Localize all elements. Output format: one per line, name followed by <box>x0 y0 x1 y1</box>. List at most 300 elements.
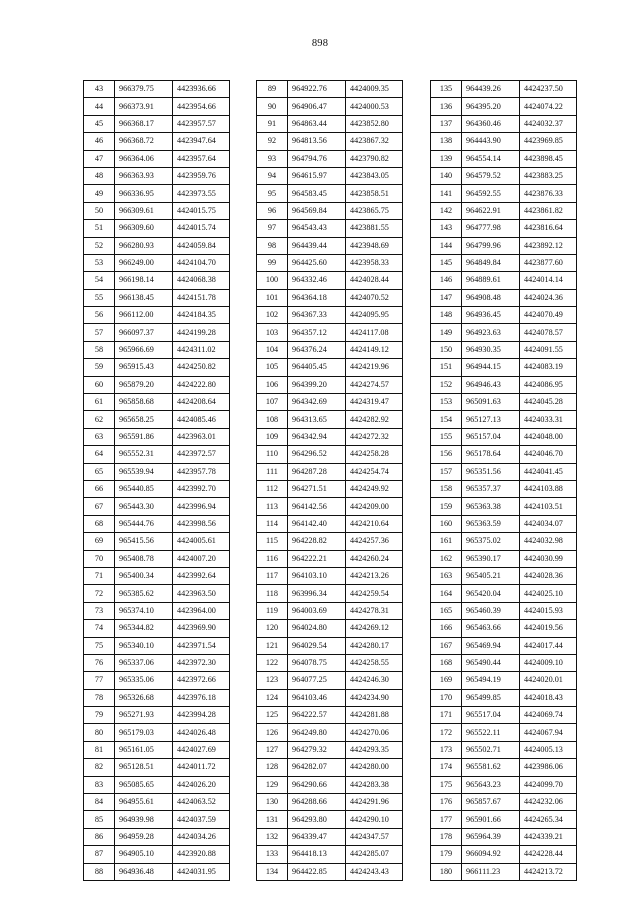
y-coordinate-cell: 4424009.10 <box>520 654 577 671</box>
x-coordinate-cell: 964103.10 <box>288 567 346 584</box>
point-number-cell: 74 <box>84 620 115 637</box>
table-row <box>84 759 230 776</box>
table-row <box>257 620 403 637</box>
x-coordinate-cell: 964936.45 <box>462 307 520 324</box>
x-coordinate-cell: 964930.35 <box>462 341 520 358</box>
table-row <box>84 81 230 98</box>
point-number-cell: 46 <box>84 133 115 150</box>
point-number-cell: 177 <box>431 811 462 828</box>
point-number-cell: 151 <box>431 359 462 376</box>
y-coordinate-cell: 4424339.21 <box>520 828 577 845</box>
table-row <box>431 828 577 845</box>
x-coordinate-cell: 965179.03 <box>115 724 173 741</box>
point-number-cell: 174 <box>431 759 462 776</box>
y-coordinate-cell: 4424278.31 <box>346 602 403 619</box>
x-coordinate-cell: 965879.20 <box>115 376 173 393</box>
table-row <box>84 359 230 376</box>
y-coordinate-cell: 4424249.92 <box>346 480 403 497</box>
x-coordinate-cell: 964863.44 <box>288 115 346 132</box>
y-coordinate-cell: 4424213.72 <box>520 863 577 880</box>
x-coordinate-cell: 965415.56 <box>115 533 173 550</box>
table-row <box>84 828 230 845</box>
x-coordinate-cell: 965463.66 <box>462 620 520 637</box>
table-row <box>257 567 403 584</box>
point-number-cell: 126 <box>257 724 288 741</box>
point-number-cell: 134 <box>257 863 288 880</box>
y-coordinate-cell: 4424086.95 <box>520 376 577 393</box>
x-coordinate-cell: 966111.23 <box>462 863 520 880</box>
table-row <box>84 533 230 550</box>
y-coordinate-cell: 4424059.84 <box>173 237 230 254</box>
table-row <box>257 115 403 132</box>
point-number-cell: 88 <box>84 863 115 880</box>
y-coordinate-cell: 4424017.44 <box>520 637 577 654</box>
y-coordinate-cell: 4424026.20 <box>173 776 230 793</box>
x-coordinate-cell: 965444.76 <box>115 515 173 532</box>
coordinate-table-1 <box>83 80 230 881</box>
point-number-cell: 130 <box>257 794 288 811</box>
y-coordinate-cell: 4424046.70 <box>520 446 577 463</box>
table-row <box>257 515 403 532</box>
y-coordinate-cell: 4424099.70 <box>520 776 577 793</box>
table-row <box>257 602 403 619</box>
point-number-cell: 97 <box>257 220 288 237</box>
x-coordinate-cell: 965552.31 <box>115 446 173 463</box>
table-row <box>431 289 577 306</box>
point-number-cell: 141 <box>431 185 462 202</box>
x-coordinate-cell: 964777.98 <box>462 220 520 237</box>
x-coordinate-cell: 965085.65 <box>115 776 173 793</box>
point-number-cell: 93 <box>257 150 288 167</box>
x-coordinate-cell: 964332.46 <box>288 272 346 289</box>
table-row <box>431 480 577 497</box>
point-number-cell: 48 <box>84 167 115 184</box>
y-coordinate-cell: 4424009.35 <box>346 81 403 98</box>
table-row <box>257 394 403 411</box>
y-coordinate-cell: 4424232.06 <box>520 794 577 811</box>
y-coordinate-cell: 4424246.30 <box>346 672 403 689</box>
x-coordinate-cell: 964339.47 <box>288 828 346 845</box>
y-coordinate-cell: 4423963.50 <box>173 585 230 602</box>
y-coordinate-cell: 4424149.12 <box>346 341 403 358</box>
point-number-cell: 137 <box>431 115 462 132</box>
x-coordinate-cell: 964288.66 <box>288 794 346 811</box>
table-row <box>257 341 403 358</box>
point-number-cell: 128 <box>257 759 288 776</box>
point-number-cell: 73 <box>84 602 115 619</box>
table-row <box>84 689 230 706</box>
y-coordinate-cell: 4423973.55 <box>173 185 230 202</box>
y-coordinate-cell: 4423998.56 <box>173 515 230 532</box>
x-coordinate-cell: 965966.69 <box>115 341 173 358</box>
table-row <box>257 446 403 463</box>
y-coordinate-cell: 4424210.64 <box>346 515 403 532</box>
x-coordinate-cell: 964364.18 <box>288 289 346 306</box>
point-number-cell: 149 <box>431 324 462 341</box>
y-coordinate-cell: 4424272.32 <box>346 428 403 445</box>
x-coordinate-cell: 965385.62 <box>115 585 173 602</box>
y-coordinate-cell: 4423947.64 <box>173 133 230 150</box>
y-coordinate-cell: 4423957.78 <box>173 463 230 480</box>
point-number-cell: 75 <box>84 637 115 654</box>
table-row <box>257 272 403 289</box>
y-coordinate-cell: 4424237.50 <box>520 81 577 98</box>
x-coordinate-cell: 964418.13 <box>288 846 346 863</box>
x-coordinate-cell: 964313.65 <box>288 411 346 428</box>
y-coordinate-cell: 4424281.88 <box>346 707 403 724</box>
point-number-cell: 62 <box>84 411 115 428</box>
x-coordinate-cell: 964794.76 <box>288 150 346 167</box>
point-number-cell: 56 <box>84 307 115 324</box>
x-coordinate-cell: 964592.55 <box>462 185 520 202</box>
table-row <box>431 602 577 619</box>
x-coordinate-cell: 965390.17 <box>462 550 520 567</box>
point-number-cell: 47 <box>84 150 115 167</box>
x-coordinate-cell: 965405.21 <box>462 567 520 584</box>
table-row <box>431 376 577 393</box>
table-row <box>257 237 403 254</box>
x-coordinate-cell: 964849.84 <box>462 254 520 271</box>
point-number-cell: 162 <box>431 550 462 567</box>
table-row <box>431 202 577 219</box>
x-coordinate-cell: 964439.26 <box>462 81 520 98</box>
y-coordinate-cell: 4424258.55 <box>346 654 403 671</box>
point-number-cell: 85 <box>84 811 115 828</box>
point-number-cell: 169 <box>431 672 462 689</box>
y-coordinate-cell: 4424026.48 <box>173 724 230 741</box>
x-coordinate-cell: 965178.64 <box>462 446 520 463</box>
x-coordinate-cell: 964103.46 <box>288 689 346 706</box>
x-coordinate-cell: 966097.37 <box>115 324 173 341</box>
x-coordinate-cell: 965591.86 <box>115 428 173 445</box>
point-number-cell: 135 <box>431 81 462 98</box>
table-row <box>84 254 230 271</box>
x-coordinate-cell: 965335.06 <box>115 672 173 689</box>
table-row <box>257 376 403 393</box>
point-number-cell: 150 <box>431 341 462 358</box>
x-coordinate-cell: 964222.21 <box>288 550 346 567</box>
table-row <box>257 202 403 219</box>
point-number-cell: 71 <box>84 567 115 584</box>
table-row <box>257 359 403 376</box>
x-coordinate-cell: 965443.30 <box>115 498 173 515</box>
point-number-cell: 109 <box>257 428 288 445</box>
point-number-cell: 119 <box>257 602 288 619</box>
table-row <box>431 533 577 550</box>
y-coordinate-cell: 4423936.66 <box>173 81 230 98</box>
y-coordinate-cell: 4424018.43 <box>520 689 577 706</box>
x-coordinate-cell: 965344.82 <box>115 620 173 637</box>
point-number-cell: 178 <box>431 828 462 845</box>
point-number-cell: 122 <box>257 654 288 671</box>
x-coordinate-cell: 964889.61 <box>462 272 520 289</box>
point-number-cell: 89 <box>257 81 288 98</box>
y-coordinate-cell: 4423971.54 <box>173 637 230 654</box>
x-coordinate-cell: 965161.05 <box>115 741 173 758</box>
x-coordinate-cell: 964078.75 <box>288 654 346 671</box>
point-number-cell: 90 <box>257 98 288 115</box>
table-row <box>84 394 230 411</box>
table-row <box>431 585 577 602</box>
table-row <box>257 185 403 202</box>
y-coordinate-cell: 4424078.57 <box>520 324 577 341</box>
table-row <box>84 672 230 689</box>
point-number-cell: 110 <box>257 446 288 463</box>
x-coordinate-cell: 964296.52 <box>288 446 346 463</box>
table-row <box>257 324 403 341</box>
table-row <box>257 776 403 793</box>
x-coordinate-cell: 965363.59 <box>462 515 520 532</box>
x-coordinate-cell: 966379.75 <box>115 81 173 98</box>
y-coordinate-cell: 4424254.74 <box>346 463 403 480</box>
y-coordinate-cell: 4423994.28 <box>173 707 230 724</box>
point-number-cell: 45 <box>84 115 115 132</box>
y-coordinate-cell: 4424311.02 <box>173 341 230 358</box>
point-number-cell: 58 <box>84 341 115 358</box>
table-row <box>431 446 577 463</box>
table-row <box>84 167 230 184</box>
x-coordinate-cell: 965337.06 <box>115 654 173 671</box>
point-number-cell: 87 <box>84 846 115 863</box>
point-number-cell: 112 <box>257 480 288 497</box>
table-row <box>84 846 230 863</box>
y-coordinate-cell: 4423898.45 <box>520 150 577 167</box>
y-coordinate-cell: 4423969.90 <box>173 620 230 637</box>
table-row <box>257 150 403 167</box>
y-coordinate-cell: 4424000.53 <box>346 98 403 115</box>
table-row <box>257 637 403 654</box>
table-row <box>257 828 403 845</box>
point-number-cell: 64 <box>84 446 115 463</box>
table-row <box>431 185 577 202</box>
table-row <box>257 863 403 880</box>
table-row <box>431 220 577 237</box>
y-coordinate-cell: 4424213.26 <box>346 567 403 584</box>
table-row <box>257 81 403 98</box>
table-row <box>431 550 577 567</box>
x-coordinate-cell: 965494.19 <box>462 672 520 689</box>
point-number-cell: 59 <box>84 359 115 376</box>
x-coordinate-cell: 964222.57 <box>288 707 346 724</box>
table-row <box>84 498 230 515</box>
table-row <box>431 411 577 428</box>
table-row <box>257 689 403 706</box>
point-number-cell: 153 <box>431 394 462 411</box>
point-number-cell: 65 <box>84 463 115 480</box>
y-coordinate-cell: 4424032.98 <box>520 533 577 550</box>
x-coordinate-cell: 964228.82 <box>288 533 346 550</box>
y-coordinate-cell: 4423959.76 <box>173 167 230 184</box>
x-coordinate-cell: 964955.61 <box>115 794 173 811</box>
y-coordinate-cell: 4423790.82 <box>346 150 403 167</box>
x-coordinate-cell: 963996.34 <box>288 585 346 602</box>
x-coordinate-cell: 964439.44 <box>288 237 346 254</box>
x-coordinate-cell: 964554.14 <box>462 150 520 167</box>
x-coordinate-cell: 964425.60 <box>288 254 346 271</box>
x-coordinate-cell: 964249.80 <box>288 724 346 741</box>
point-number-cell: 70 <box>84 550 115 567</box>
point-number-cell: 168 <box>431 654 462 671</box>
x-coordinate-cell: 966368.17 <box>115 115 173 132</box>
y-coordinate-cell: 4423976.18 <box>173 689 230 706</box>
y-coordinate-cell: 4423877.60 <box>520 254 577 271</box>
table-row <box>431 794 577 811</box>
point-number-cell: 160 <box>431 515 462 532</box>
y-coordinate-cell: 4424219.96 <box>346 359 403 376</box>
table-row <box>84 324 230 341</box>
x-coordinate-cell: 964279.32 <box>288 741 346 758</box>
point-number-cell: 82 <box>84 759 115 776</box>
table-row <box>431 567 577 584</box>
point-number-cell: 121 <box>257 637 288 654</box>
y-coordinate-cell: 4424151.78 <box>173 289 230 306</box>
table-row <box>84 133 230 150</box>
y-coordinate-cell: 4423861.82 <box>520 202 577 219</box>
y-coordinate-cell: 4423963.01 <box>173 428 230 445</box>
point-number-cell: 67 <box>84 498 115 515</box>
point-number-cell: 104 <box>257 341 288 358</box>
table-row <box>431 654 577 671</box>
y-coordinate-cell: 4423876.33 <box>520 185 577 202</box>
table-row <box>84 272 230 289</box>
point-number-cell: 154 <box>431 411 462 428</box>
point-number-cell: 129 <box>257 776 288 793</box>
y-coordinate-cell: 4424020.01 <box>520 672 577 689</box>
table-row <box>84 707 230 724</box>
table-row <box>431 394 577 411</box>
y-coordinate-cell: 4424007.20 <box>173 550 230 567</box>
y-coordinate-cell: 4424250.82 <box>173 359 230 376</box>
x-coordinate-cell: 964944.15 <box>462 359 520 376</box>
x-coordinate-cell: 964936.48 <box>115 863 173 880</box>
table-row <box>84 794 230 811</box>
table-row <box>431 846 577 863</box>
y-coordinate-cell: 4423992.64 <box>173 567 230 584</box>
y-coordinate-cell: 4424033.31 <box>520 411 577 428</box>
table-row <box>84 307 230 324</box>
y-coordinate-cell: 4424031.95 <box>173 863 230 880</box>
x-coordinate-cell: 965490.44 <box>462 654 520 671</box>
y-coordinate-cell: 4424069.74 <box>520 707 577 724</box>
point-number-cell: 63 <box>84 428 115 445</box>
table-row <box>84 220 230 237</box>
point-number-cell: 99 <box>257 254 288 271</box>
x-coordinate-cell: 966364.06 <box>115 150 173 167</box>
y-coordinate-cell: 4424027.69 <box>173 741 230 758</box>
table-row <box>431 498 577 515</box>
table-row <box>84 567 230 584</box>
y-coordinate-cell: 4424283.38 <box>346 776 403 793</box>
point-number-cell: 95 <box>257 185 288 202</box>
table-row <box>257 759 403 776</box>
x-coordinate-cell: 965658.25 <box>115 411 173 428</box>
point-number-cell: 180 <box>431 863 462 880</box>
y-coordinate-cell: 4424070.49 <box>520 307 577 324</box>
table-row <box>257 585 403 602</box>
y-coordinate-cell: 4423972.30 <box>173 654 230 671</box>
x-coordinate-cell: 965128.51 <box>115 759 173 776</box>
y-coordinate-cell: 4424091.55 <box>520 341 577 358</box>
point-number-cell: 102 <box>257 307 288 324</box>
y-coordinate-cell: 4424034.07 <box>520 515 577 532</box>
point-number-cell: 116 <box>257 550 288 567</box>
x-coordinate-cell: 964615.97 <box>288 167 346 184</box>
table-row <box>84 637 230 654</box>
x-coordinate-cell: 964290.66 <box>288 776 346 793</box>
point-number-cell: 117 <box>257 567 288 584</box>
y-coordinate-cell: 4423969.85 <box>520 133 577 150</box>
y-coordinate-cell: 4423867.32 <box>346 133 403 150</box>
x-coordinate-cell: 964946.43 <box>462 376 520 393</box>
table-row <box>84 863 230 880</box>
y-coordinate-cell: 4424070.52 <box>346 289 403 306</box>
y-coordinate-cell: 4423972.66 <box>173 672 230 689</box>
table-row <box>84 654 230 671</box>
table-row <box>431 324 577 341</box>
table-row <box>84 428 230 445</box>
x-coordinate-cell: 965351.56 <box>462 463 520 480</box>
table-row <box>257 498 403 515</box>
y-coordinate-cell: 4424199.28 <box>173 324 230 341</box>
point-number-cell: 125 <box>257 707 288 724</box>
x-coordinate-cell: 966309.61 <box>115 202 173 219</box>
x-coordinate-cell: 964360.46 <box>462 115 520 132</box>
table-row <box>257 846 403 863</box>
point-number-cell: 156 <box>431 446 462 463</box>
x-coordinate-cell: 964799.96 <box>462 237 520 254</box>
point-number-cell: 148 <box>431 307 462 324</box>
point-number-cell: 140 <box>431 167 462 184</box>
table-row <box>257 98 403 115</box>
x-coordinate-cell: 964443.90 <box>462 133 520 150</box>
x-coordinate-cell: 964405.45 <box>288 359 346 376</box>
point-number-cell: 83 <box>84 776 115 793</box>
point-number-cell: 123 <box>257 672 288 689</box>
table-row <box>431 272 577 289</box>
y-coordinate-cell: 4424293.35 <box>346 741 403 758</box>
y-coordinate-cell: 4424037.59 <box>173 811 230 828</box>
y-coordinate-cell: 4424025.10 <box>520 585 577 602</box>
y-coordinate-cell: 4424015.74 <box>173 220 230 237</box>
x-coordinate-cell: 964813.56 <box>288 133 346 150</box>
x-coordinate-cell: 965857.67 <box>462 794 520 811</box>
table-row <box>431 359 577 376</box>
y-coordinate-cell: 4423858.51 <box>346 185 403 202</box>
y-coordinate-cell: 4424290.10 <box>346 811 403 828</box>
point-number-cell: 105 <box>257 359 288 376</box>
point-number-cell: 61 <box>84 394 115 411</box>
table-row <box>84 376 230 393</box>
x-coordinate-cell: 965271.93 <box>115 707 173 724</box>
y-coordinate-cell: 4424005.61 <box>173 533 230 550</box>
x-coordinate-cell: 966373.91 <box>115 98 173 115</box>
table-row <box>257 220 403 237</box>
y-coordinate-cell: 4424209.00 <box>346 498 403 515</box>
table-row <box>431 741 577 758</box>
x-coordinate-cell: 965374.10 <box>115 602 173 619</box>
y-coordinate-cell: 4423852.80 <box>346 115 403 132</box>
point-number-cell: 106 <box>257 376 288 393</box>
table-row <box>84 811 230 828</box>
table-row <box>257 167 403 184</box>
y-coordinate-cell: 4423992.70 <box>173 480 230 497</box>
y-coordinate-cell: 4424280.00 <box>346 759 403 776</box>
table-row <box>431 115 577 132</box>
x-coordinate-cell: 964543.43 <box>288 220 346 237</box>
table-row <box>84 202 230 219</box>
point-number-cell: 157 <box>431 463 462 480</box>
point-number-cell: 167 <box>431 637 462 654</box>
